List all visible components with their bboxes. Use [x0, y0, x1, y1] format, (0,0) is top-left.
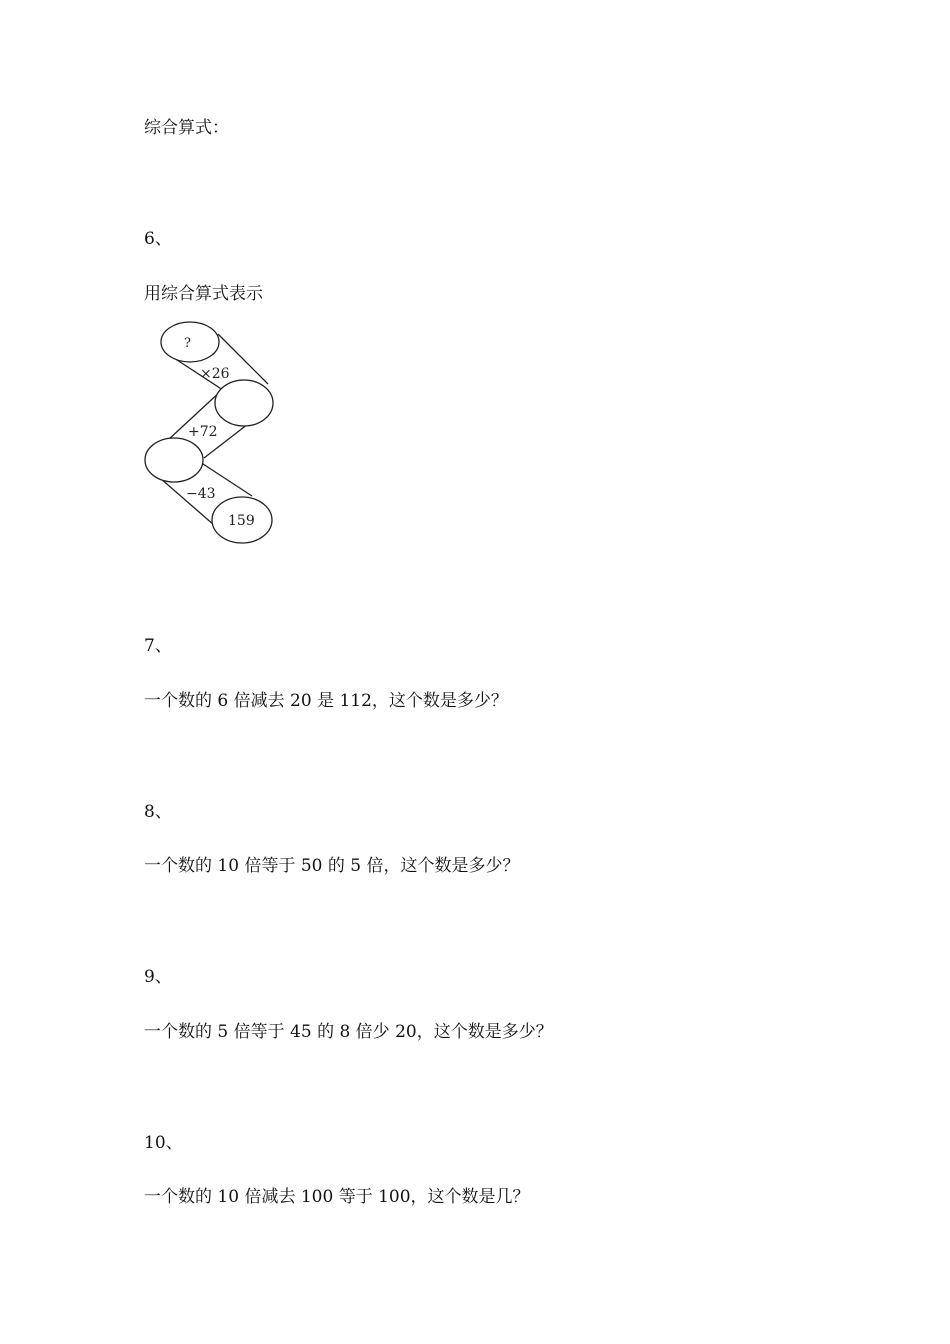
middle-circle	[215, 380, 273, 426]
formula-label: 综合算式：	[144, 118, 229, 138]
question-10-text: 一个数的 10 倍减去 100 等于 100，这个数是几？	[144, 1187, 530, 1207]
question-6-number: 6、	[144, 229, 172, 249]
top-circle-label: ?	[184, 336, 191, 351]
left-circle	[145, 438, 203, 482]
question-7-number: 7、	[144, 636, 172, 656]
step-1-label: ×26	[200, 366, 230, 382]
flow-diagram	[140, 314, 280, 550]
question-8-text: 一个数的 10 倍等于 50 的 5 倍，这个数是多少？	[144, 856, 520, 876]
question-9-number: 9、	[144, 967, 172, 987]
question-9-text: 一个数的 5 倍等于 45 的 8 倍少 20，这个数是多少？	[144, 1022, 553, 1042]
question-6-text: 用综合算式表示	[144, 284, 263, 304]
question-7-text: 一个数的 6 倍减去 20 是 112，这个数是多少？	[144, 691, 508, 711]
question-8-number: 8、	[144, 802, 172, 822]
result-circle-label: 159	[228, 513, 255, 529]
question-10-number: 10、	[144, 1133, 183, 1153]
step-2-label: +72	[188, 424, 218, 440]
step-3-label: −43	[186, 486, 216, 502]
